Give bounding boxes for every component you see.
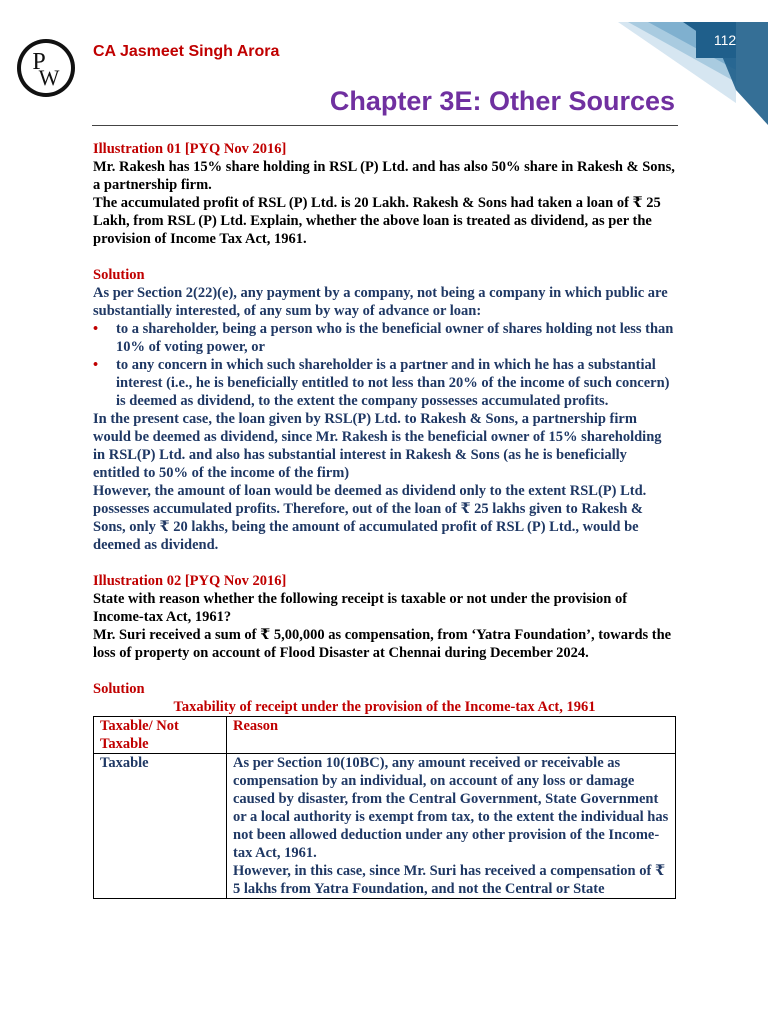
page-content bbox=[93, 140, 676, 899]
illustration-1-heading: Illustration 01 [PYQ Nov 2016] bbox=[93, 141, 287, 157]
solution-2-heading: Solution bbox=[93, 681, 145, 697]
solution-1-para: However, the amount of loan would be deemed as dividend only to the extent RSL(P) Ltd. possesses accumulated profits. Therefore, out of the loan of ₹ 25 lakhs given to Rakesh & Sons, only ₹ 20 lakhs, being the amount of accumulated profit of RSL (P) Ltd., would be deemed as dividend. bbox=[93, 483, 647, 553]
header-divider bbox=[92, 125, 678, 126]
table-header-reason: Reason bbox=[227, 717, 676, 754]
table-caption: Taxability of receipt under the provision of the Income-tax Act, 1961 bbox=[173, 699, 596, 715]
table-header-status: Taxable/ Not Taxable bbox=[94, 717, 227, 754]
solution-1-para: In the present case, the loan given by RSL(P) Ltd. to Rakesh & Sons, a partnership firm would be deemed as dividend, since Mr. Rakesh is the beneficial owner of 15% shareholding in RSL(P) Ltd. and also has substantial interest in Rakesh & Sons (as he is beneficially entitled to 50% of the income of the firm) bbox=[93, 411, 662, 481]
illustration-2-heading: Illustration 02 [PYQ Nov 2016] bbox=[93, 573, 287, 589]
list-item: • to any concern in which such shareholder is a partner and in which he has a substantial interest (i.e., he is beneficially entitled to not less than 20% of the income of such concern) is deemed as dividend, to the extent the company possesses accumulated profits. bbox=[93, 357, 670, 409]
solution-1-bullet-list bbox=[93, 320, 676, 410]
bullet-icon: • bbox=[93, 321, 99, 337]
page-number: 112 bbox=[713, 32, 737, 48]
list-item: • to a shareholder, being a person who is the beneficial owner of shares holding not less than 10% of voting power, or bbox=[93, 321, 674, 355]
table-cell-status: Taxable bbox=[94, 754, 227, 899]
reason-para: As per Section 10(10BC), any amount received or receivable as compensation by an individual, on account of any loss or damage caused by disaster, from the Central Government, State Government or a local authority is exempt from tax, to the extent the individual has not been allowed deduction under any other provision of the Income-tax Act, 1961. bbox=[233, 755, 669, 861]
illustration-1-question-para: Mr. Rakesh has 15% share holding in RSL (P) Ltd. and has also 50% share in Rakesh & Sons, a partnership firm. bbox=[93, 159, 675, 193]
reason-para: However, in this case, since Mr. Suri has received a compensation of ₹ 5 lakhs from Yatra Foundation, and not the Central or State bbox=[233, 863, 666, 897]
taxability-table bbox=[93, 716, 676, 899]
table-header-row bbox=[94, 717, 676, 754]
pw-logo-icon bbox=[16, 38, 76, 98]
solution-1-intro: As per Section 2(22)(e), any payment by a company, not being a company in which public are substantially interested, of any sum by way of advance or loan: bbox=[93, 285, 668, 319]
illustration-2-question-para: Mr. Suri received a sum of ₹ 5,00,000 as compensation, from ‘Yatra Foundation’, towards the loss of property on account of Flood Disaster at Chennai during December 2024. bbox=[93, 627, 672, 661]
svg-text:W: W bbox=[38, 65, 60, 90]
illustration-1-question-para: The accumulated profit of RSL (P) Ltd. is 20 Lakh. Rakesh & Sons had taken a loan of ₹ 25 Lakh, from RSL (P) Ltd. Explain, whether the above loan is treated as dividend, as per the provision of Income Tax Act, 1961. bbox=[93, 195, 661, 247]
author-name: CA Jasmeet Singh Arora bbox=[93, 43, 280, 60]
illustration-2-question-para: State with reason whether the following receipt is taxable or not under the provision of Income-tax Act, 1961? bbox=[93, 591, 628, 625]
table-cell-reason bbox=[227, 754, 676, 899]
chapter-title: Chapter 3E: Other Sources bbox=[329, 86, 675, 116]
table-row bbox=[94, 754, 676, 899]
svg-text:P: P bbox=[32, 49, 46, 75]
bullet-icon: • bbox=[93, 357, 99, 373]
solution-1-heading: Solution bbox=[93, 267, 145, 283]
